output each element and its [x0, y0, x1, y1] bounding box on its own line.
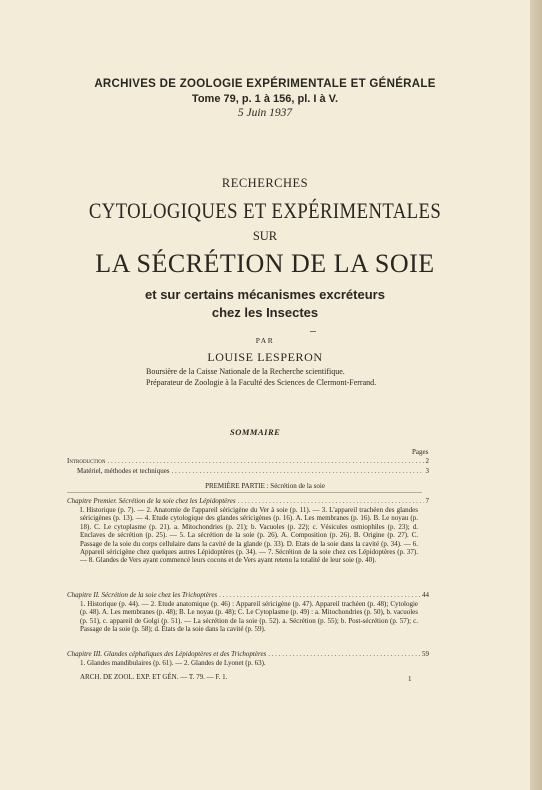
dot-leader — [268, 650, 420, 658]
toc-label: Matériel, méthodes et techniques — [77, 467, 170, 475]
toc-row-introduction — [67, 457, 429, 465]
main-title: LA SÉCRÉTION DE LA SOIE — [95, 249, 435, 278]
author-by: PAR — [255, 336, 275, 345]
footer-page-number: 1 — [408, 675, 412, 683]
toc-page: 7 — [425, 497, 429, 505]
toc-page: 44 — [422, 591, 429, 599]
part-heading: PREMIÈRE PARTIE : Sécrétion de la soie — [205, 482, 325, 490]
tome-line: Tome 79, p. 1 à 156, pl. I à V. — [191, 93, 339, 105]
toc-page: 59 — [422, 650, 429, 658]
dot-leader — [238, 497, 424, 505]
footer-journal: ARCH. DE ZOOL. EXP. ET GÉN. — T. 79. — F. 1. — [80, 673, 228, 681]
toc-page: 2 — [425, 457, 429, 465]
chapter-2-summary: 1. Historique (p. 44). — 2. Etude anatomique (p. 46) : Appareil séricigène (p. 47). Appareil trachéen (p. 48); Cytologie (p. 48). A. Les membranes (p. 48); B. Le noyau (p. 48); C. Le Cytoplasme (p. 49) : a. Mitochondries (p. 50), b. vacuoles (p. 51), c. appareil de Golgi (p. 51). — La sécrétion de la soie (p. 52). a. Sécrétion (p. 55); b. Post-sécrétion (p. 57); c. Passage de la soie (p. 58); d. États de la soie dans la cavité (p. 59). — [80, 600, 418, 634]
small-dash — [310, 331, 316, 332]
toc-label: Chapitre II. Sécrétion de la soie chez les Trichoptères — [67, 591, 218, 599]
title-line-2: CYTOLOGIQUES ET EXPÉRIMENTALES — [88, 198, 442, 223]
subtitle-line-2: chez les Insectes — [211, 305, 319, 320]
sommaire-heading: SOMMAIRE — [230, 427, 281, 437]
title-line-1: RECHERCHES — [221, 176, 309, 190]
author-affiliation-1: Boursière de la Caisse Nationale de la Recherche scientifique. — [146, 367, 345, 376]
chapter-1-summary: I. Historique (p. 7). — 2. Anatomie de l'appareil séricigène du Ver à soie (p. 11). — 3. L'appareil trachéen des glandes séricigènes (p. 13). — 4. Etude cytologique des glandes séricigènes (p. 16). A. Les membranes (p. 16). B. Le noyau (p. 18). C. Le cytoplasme (p. 21). a. Mitochondries (p. 21); b. Vacuoles (p. 22); c. Vésicules osmiophiles (p. 23); d. Enclaves de sécrétion (p. 25). — 5. La sécrétion de la soie (p. 26). A. Composition (p. 26). B. Origine (p. 27). C. Passage de la soie du corps cellulaire dans la cavité de la glande (p. 33). D. Etats de la soie dans la cavité (p. 34). — 6. Appareil séricigène chez quelques autres Lépidoptères (p. 34). — 7. Sécrétion de la soie chez ces Lépidoptères (p. 37). — 8. Glandes de Vers ayant commencé leurs cocons et de Vers ayant retenu la totalité de leur soie (p. 40). — [80, 506, 418, 565]
dot-leader — [172, 467, 424, 475]
toc-row-chapter-2 — [67, 591, 429, 599]
author-affiliation-2: Préparateur de Zoologie à la Faculté des Sciences de Clermont-Ferrand. — [146, 378, 377, 387]
part-divider — [67, 492, 422, 493]
dot-leader — [219, 591, 420, 599]
toc-label: Chapitre Premier. Sécrétion de la soie chez les Lépidoptères — [67, 497, 236, 505]
author-name: LOUISE LESPERON — [207, 350, 323, 364]
subtitle-line-1: et sur certains mécanismes excréteurs — [145, 287, 385, 302]
toc-row-chapter-1 — [67, 497, 429, 505]
toc-row-materiel — [77, 467, 429, 475]
toc-label: Introduction — [67, 457, 106, 465]
toc-row-chapter-3 — [67, 650, 429, 658]
toc-label: Chapitre III. Glandes céphaliques des Lépidoptères et des Trichoptères — [67, 650, 267, 658]
dot-leader — [107, 457, 423, 465]
title-line-3: SUR — [252, 229, 278, 243]
toc-page: 3 — [425, 467, 429, 475]
chapter-3-summary: 1. Glandes mandibulaires (p. 61). — 2. Glandes de Lyonet (p. 63). — [80, 659, 266, 667]
issue-date: 5 Juin 1937 — [237, 107, 293, 119]
pages-label: Pages — [412, 448, 429, 456]
page-edge — [530, 0, 542, 790]
journal-title: ARCHIVES DE ZOOLOGIE EXPÉRIMENTALE ET GÉNÉRALE — [94, 78, 436, 90]
